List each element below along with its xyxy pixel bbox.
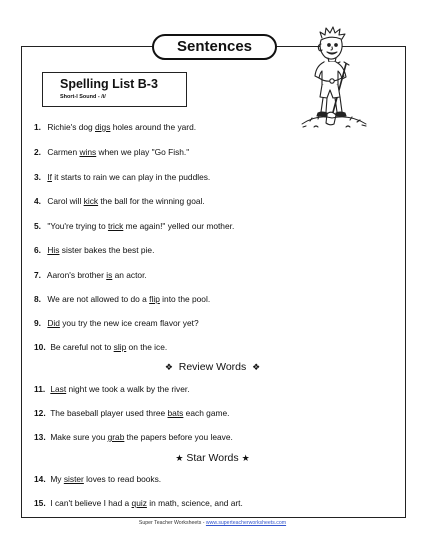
- spelling-word: slip: [113, 342, 127, 352]
- spelling-word: grab: [107, 432, 125, 442]
- sentence-4: [34, 196, 205, 207]
- sentence-text: night we took a walk by the river.: [66, 384, 190, 394]
- sentence-7: [34, 270, 147, 281]
- sentence-text: in math, science, and art.: [146, 498, 243, 508]
- spelling-word: digs: [95, 122, 111, 132]
- spelling-list-box: [42, 72, 187, 107]
- sentence-text: into the pool.: [159, 294, 211, 304]
- spelling-word: sister: [63, 474, 84, 484]
- sentence-number: 7.: [34, 270, 41, 280]
- spelling-word: His: [47, 245, 60, 255]
- spelling-list-subtitle: Short-I Sound - /i/: [60, 94, 106, 100]
- boy-shoveling-illustration: [294, 24, 374, 136]
- sentence-text: Be careful not to: [50, 342, 114, 352]
- star-icon: ★: [241, 453, 250, 463]
- footer: [0, 519, 425, 527]
- sentence-text: Richie's dog: [47, 122, 96, 132]
- sentence-text: when we play "Go Fish.": [96, 147, 190, 157]
- sentence-number: 1.: [34, 122, 41, 132]
- sentence-number: 14.: [34, 474, 46, 484]
- sentence-text: "You're trying to: [47, 221, 108, 231]
- spelling-word: Last: [50, 384, 67, 394]
- sentence-10: [34, 342, 167, 353]
- sentence-text: Make sure you: [50, 432, 108, 442]
- sentence-number: 8.: [34, 294, 41, 304]
- sentence-number: 3.: [34, 172, 41, 182]
- sentence-number: 12.: [34, 408, 46, 418]
- sentence-text: sister bakes the best pie.: [59, 245, 155, 255]
- sentence-2: [34, 147, 189, 158]
- sentence-text: Carol will: [47, 196, 84, 206]
- sentence-number: 11.: [34, 384, 46, 394]
- diamond-icon: ❖: [252, 362, 261, 372]
- sentence-number: 13.: [34, 432, 46, 442]
- sentence-6: [34, 245, 154, 256]
- spelling-word: trick: [107, 221, 124, 231]
- sentence-text: an actor.: [112, 270, 147, 280]
- sentence-text: Carmen: [47, 147, 80, 157]
- sentence-text: it starts to rain we can play in the puddles.: [51, 172, 211, 182]
- sentence-8: [34, 294, 210, 305]
- spelling-word: is: [106, 270, 113, 280]
- spelling-word: flip: [149, 294, 160, 304]
- spelling-word: wins: [79, 147, 97, 157]
- sentence-text: holes around the yard.: [110, 122, 197, 132]
- sentence-13: [34, 432, 233, 443]
- sentence-text: My: [50, 474, 64, 484]
- sentence-number: 10.: [34, 342, 46, 352]
- diamond-icon: ❖: [164, 362, 173, 372]
- sentence-15: [34, 498, 243, 509]
- spelling-word: Did: [47, 318, 60, 328]
- page-title: Sentences: [152, 34, 277, 60]
- sentence-text: on the ice.: [126, 342, 168, 352]
- spelling-word: kick: [83, 196, 99, 206]
- footer-text: Super Teacher Worksheets -: [138, 520, 206, 526]
- sentence-3: [34, 172, 210, 183]
- sentence-number: 2.: [34, 147, 41, 157]
- sentence-text: We are not allowed to do a: [47, 294, 150, 304]
- sentence-14: [34, 474, 161, 485]
- sentence-number: 6.: [34, 245, 41, 255]
- sentence-5: [34, 221, 234, 232]
- sentence-text: the papers before you leave.: [124, 432, 233, 442]
- sentence-text: you try the new ice cream flavor yet?: [59, 318, 199, 328]
- sentence-text: me again!" yelled our mother.: [123, 221, 235, 231]
- sentence-number: 15.: [34, 498, 46, 508]
- spelling-word: If: [47, 172, 52, 182]
- star-icon: ★: [175, 453, 184, 463]
- sentence-number: 5.: [34, 221, 41, 231]
- spelling-word: bats: [167, 408, 184, 418]
- star-words-heading: [0, 452, 425, 464]
- sentence-11: [34, 384, 190, 395]
- sentence-number: 4.: [34, 196, 41, 206]
- sentence-text: the ball for the winning goal.: [98, 196, 205, 206]
- sentence-text: The baseball player used three: [50, 408, 168, 418]
- sentence-text: I can't believe I had a: [50, 498, 132, 508]
- spelling-list-title: Spelling List B-3: [60, 77, 158, 91]
- sentence-1: [34, 122, 196, 133]
- review-words-heading: [0, 361, 425, 373]
- review-words-label: Review Words: [178, 361, 247, 373]
- sentence-text: Aaron's brother: [46, 270, 107, 280]
- star-words-label: Star Words: [186, 452, 239, 464]
- sentence-text: loves to read books.: [83, 474, 162, 484]
- footer-link[interactable]: www.superteacherworksheets.com: [205, 520, 287, 526]
- sentence-9: [34, 318, 199, 329]
- sentence-text: each game.: [183, 408, 230, 418]
- sentence-number: 9.: [34, 318, 41, 328]
- spelling-word: quiz: [131, 498, 147, 508]
- sentence-12: [34, 408, 229, 419]
